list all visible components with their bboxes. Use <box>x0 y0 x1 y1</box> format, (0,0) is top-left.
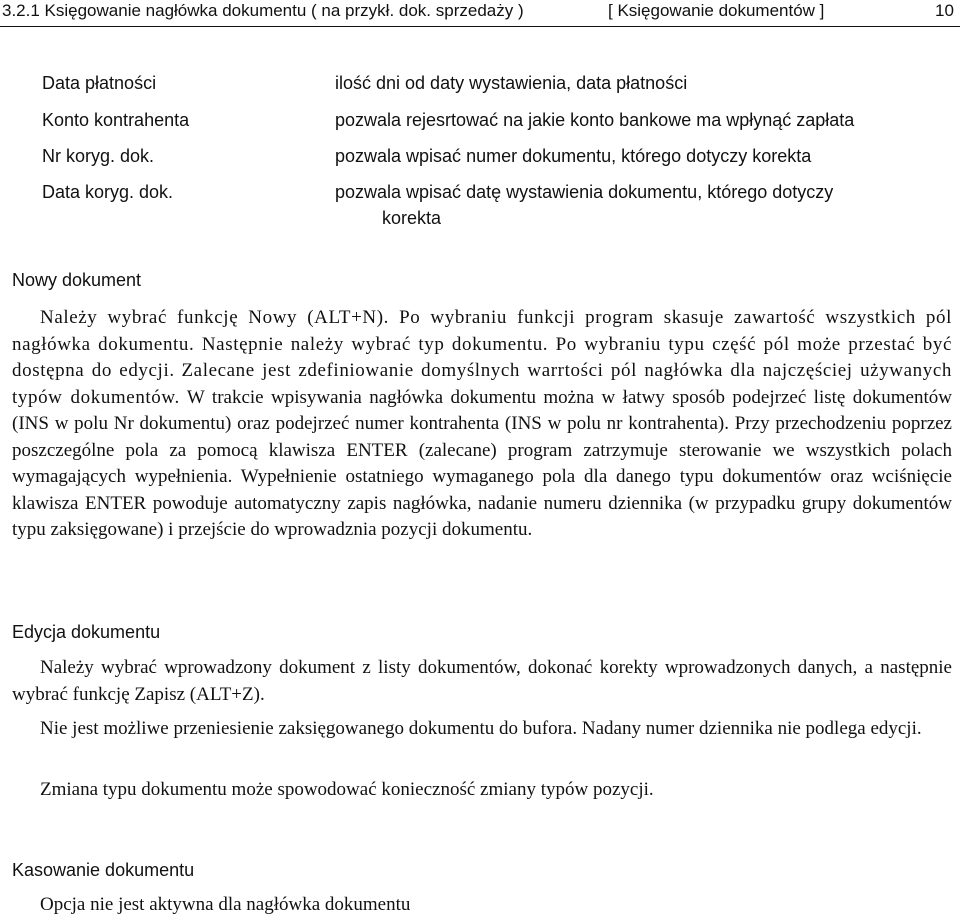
term-data-platnosci: Data płatności <box>42 73 157 93</box>
header-chapter-title: [ Księgowanie dokumentów ] <box>608 1 825 20</box>
header-section-title: 3.2.1 Księgowanie nagłówka dokumentu ( na przykł. dok. sprzedaży ) <box>2 1 524 20</box>
new-document-text-2: Zalecane jest zdefiniowanie domyślnych warrtości pól nagłówka dla najczęściej używanych typów dokumentów. <box>12 360 952 408</box>
term-nr-koryg-dok: Nr koryg. dok. <box>42 146 155 166</box>
section-title-edit-document: Edycja dokumentu <box>12 622 161 642</box>
new-document-text-3: W trakcie wpisywania nagłówka dokumentu można w łatwy sposób podejrzeć listę dokumentów (INS w polu Nr dokumentu) oraz podejrzeć numer kontrahenta (INS w polu nr kontrahenta). Przy przechodzeniu poprzez poszczególne pola za pomocą klawisza ENTER (zalecane) program zatrzymuje sterowanie we wszystkich polach wymagających wypełnienia. Wypełnienie ostatniego wymaganego pola dla danego typu dokumentów oraz wciśnięcie klawisza ENTER powoduje automatyczny zapis nagłówka, nadanie numeru dziennika (w przypadku grupy dokumentów typu zaksięgowane) i przejście do wprowadznia pozycji dokumentu. <box>12 386 952 540</box>
desc-nr-koryg-dok: pozwala wpisać numer dokumentu, którego dotyczy korekta <box>335 146 812 166</box>
term-konto-kontrahenta: Konto kontrahenta <box>42 110 190 130</box>
page-header <box>0 0 960 27</box>
desc-data-platnosci: ilość dni od daty wystawienia, data płatności <box>335 73 688 93</box>
section-title-new-document: Nowy dokument <box>12 270 142 290</box>
term-data-koryg-dok: Data koryg. dok. <box>42 182 174 202</box>
new-document-paragraph <box>12 305 952 544</box>
new-document-text-1: Należy wybrać funkcję Nowy (ALT+N). Po wybraniu funkcji program skasuje zawartość wszystkich pól nagłówka dokumentu. Następnie należy wybrać typ dokumentu. Po wybraniu typu część pól może przestać być dostępna do edycji. <box>12 307 952 381</box>
desc-data-koryg-dok: pozwala wpisać datę wystawienia dokumentu, którego dotyczy <box>335 182 834 202</box>
delete-document-paragraph: Opcja nie jest aktywna dla nagłówka dokumentu <box>40 894 411 915</box>
edit-document-paragraph-2: Nie jest możliwe przeniesienie zaksięgowanego dokumentu do bufora. Nadany numer dziennika nie podlega edycji. <box>40 718 922 739</box>
section-title-delete-document: Kasowanie dokumentu <box>12 860 195 880</box>
edit-document-paragraph-1: Należy wybrać wprowadzony dokument z listy dokumentów, dokonać korekty wprowadzonych danych, a następnie wybrać funkcję Zapisz (ALT+Z). <box>12 657 952 705</box>
page-number: 10 <box>935 1 954 20</box>
desc-konto-kontrahenta: pozwala rejesrtować na jakie konto bankowe ma wpłynąć zapłata <box>335 110 855 130</box>
edit-document-paragraph-3: Zmiana typu dokumentu może spowodować konieczność zmiany typów pozycji. <box>40 779 654 800</box>
desc-data-koryg-dok-cont: korekta <box>382 208 442 228</box>
